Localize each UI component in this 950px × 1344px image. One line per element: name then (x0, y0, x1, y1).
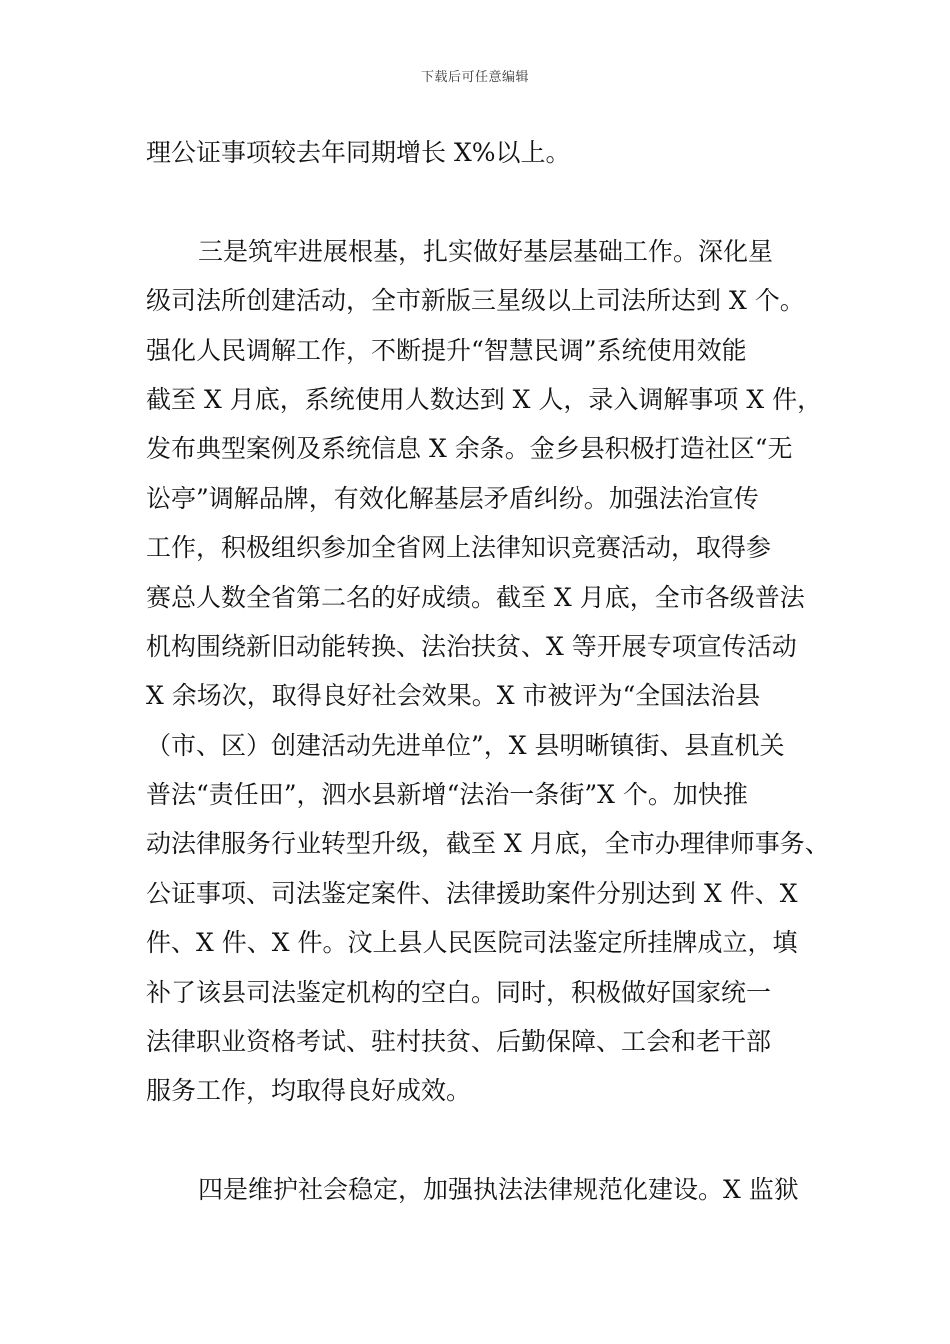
paragraph-line: 服务工作，均取得良好成效。 (146, 1076, 472, 1106)
paragraph-line: 动法律服务行业转型升级，截至 X 月底，全市办理律师事务、 (146, 829, 830, 859)
page-header: 下载后可任意编辑 (420, 70, 529, 85)
paragraph-line: 三是筑牢进展根基，扎实做好基层基础工作。深化星 (198, 236, 774, 266)
paragraph-line: 讼亭”调解品牌，有效化解基层矛盾纠纷。加强法治宣传 (146, 483, 759, 513)
paragraph-line: 法律职业资格考试、驻村扶贫、后勤保障、工会和老干部 (146, 1027, 772, 1057)
paragraph-line: X 余场次，取得良好社会效果。X 市被评为“全国法治县 (146, 681, 761, 711)
paragraph-line: 普法“责任田”，泗水县新增“法治一条街”X 个。加快推 (146, 780, 748, 810)
paragraph-line: 补了该县司法鉴定机构的空白。同时，积极做好国家统一 (146, 977, 772, 1007)
paragraph-line: 级司法所创建活动，全市新版三星级以上司法所达到 X 个。 (146, 286, 805, 316)
paragraph-line: 强化人民调解工作，不断提升“智慧民调”系统使用效能 (146, 335, 747, 365)
paragraph-line: 四是维护社会稳定，加强执法法律规范化建设。X 监狱 (198, 1175, 799, 1205)
paragraph-line: （市、区）创建活动先进单位”，X 县明晰镇街、县直机关 (146, 730, 785, 760)
paragraph-line: 截至 X 月底，系统使用人数达到 X 人，录入调解事项 X 件， (146, 384, 823, 414)
paragraph-line: 机构围绕新旧动能转换、法治扶贫、X 等开展专项宣传活动 (146, 631, 797, 661)
document-body (146, 128, 830, 1215)
paragraph-line: 发布典型案例及系统信息 X 余条。金乡县积极打造社区“无 (146, 434, 793, 464)
paragraph-line: 公证事项、司法鉴定案件、法律援助案件分别达到 X 件、X (146, 878, 798, 908)
paragraph-line: 赛总人数全省第二名的好成绩。截至 X 月底，全市各级普法 (146, 582, 805, 612)
paragraph-gap (146, 177, 826, 226)
paragraph-line: 工作，积极组织参加全省网上法律知识竞赛活动，取得参 (146, 533, 772, 563)
paragraph-line: 理公证事项较去年同期增长 X%以上。 (146, 138, 571, 167)
paragraph-gap (146, 1116, 826, 1165)
paragraph-line: 件、X 件、X 件。汶上县人民医院司法鉴定所挂牌成立，填 (146, 928, 798, 958)
